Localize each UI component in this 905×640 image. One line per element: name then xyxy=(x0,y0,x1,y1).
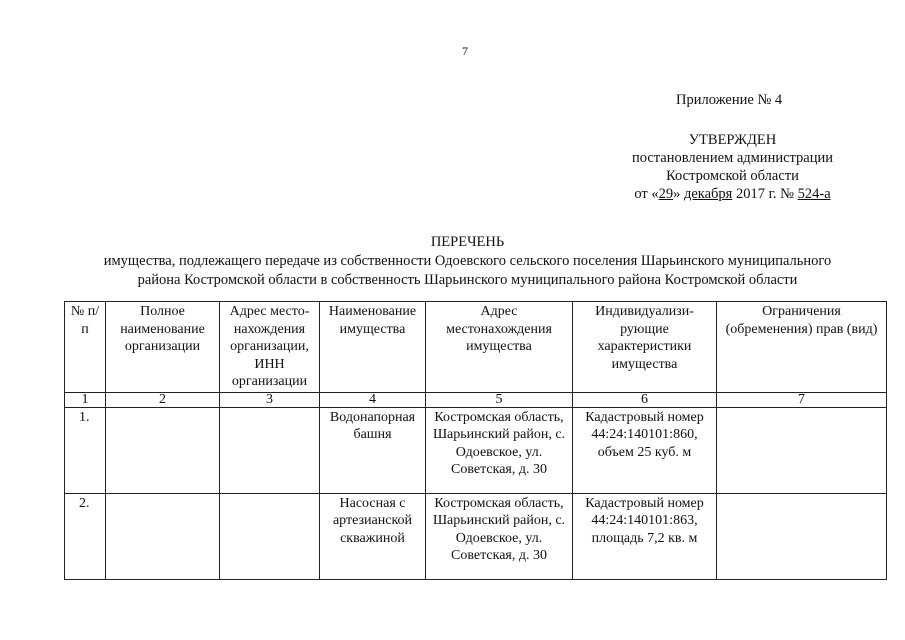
header-characteristics: Индивидуализи-рующие характеристики имущества xyxy=(573,302,717,393)
approval-date xyxy=(610,185,855,203)
approval-date-prefix: от « xyxy=(634,186,659,202)
table-header-row xyxy=(65,302,887,393)
heading-title: ПЕРЕЧЕНЬ xyxy=(430,234,505,250)
row-num: 1. xyxy=(65,407,106,493)
appendix-label: Приложение № 4 xyxy=(676,92,783,108)
row-characteristics: Кадастровый номер 44:24:140101:860, объем 25 куб. м xyxy=(573,407,717,493)
header-property-address: Адрес местонахождения имущества xyxy=(426,302,573,393)
column-number: 1 xyxy=(65,392,106,407)
page-number: 7 xyxy=(462,44,468,58)
document-heading xyxy=(70,233,865,290)
row-property-name: Насосная с артезианской скважиной xyxy=(320,493,426,579)
row-characteristics: Кадастровый номер 44:24:140101:863, площадь 7,2 кв. м xyxy=(573,493,717,579)
approval-line-1: постановлением администрации xyxy=(631,150,834,166)
header-num: № п/п xyxy=(65,302,106,393)
table-row xyxy=(65,407,887,493)
heading-line-2: района Костромской области в собственность Шарьинского муниципального района Костромской области xyxy=(137,272,798,288)
approval-date-year: 2017 г. № xyxy=(732,186,798,202)
row-org-name xyxy=(106,493,220,579)
row-org-address xyxy=(220,493,320,579)
approval-date-day: 29 xyxy=(658,186,674,202)
header-restrictions: Ограничения (обременения) прав (вид) xyxy=(717,302,887,393)
column-number: 2 xyxy=(106,392,220,407)
approval-line-2: Костромской области xyxy=(666,168,799,184)
column-number: 4 xyxy=(320,392,426,407)
approval-date-month: декабря xyxy=(683,186,733,202)
property-table xyxy=(64,301,887,580)
table-row xyxy=(65,493,887,579)
column-number: 6 xyxy=(573,392,717,407)
column-number-row xyxy=(65,392,887,407)
row-org-address xyxy=(220,407,320,493)
approval-doc-number: 524-а xyxy=(797,186,831,202)
row-property-address: Костромская область, Шарьинский район, с. Одоевское, ул. Советская, д. 30 xyxy=(426,407,573,493)
row-org-name xyxy=(106,407,220,493)
approval-title: УТВЕРЖДЕН xyxy=(688,132,777,148)
row-num: 2. xyxy=(65,493,106,579)
row-property-name: Водонапорная башня xyxy=(320,407,426,493)
column-number: 7 xyxy=(717,392,887,407)
header-org-name: Полное наименование организации xyxy=(106,302,220,393)
column-number: 5 xyxy=(426,392,573,407)
row-restrictions xyxy=(717,493,887,579)
approval-block xyxy=(610,131,855,203)
heading-line-1: имущества, подлежащего передаче из собственности Одоевского сельского поселения Шарьинского муниципального xyxy=(103,253,832,269)
column-number: 3 xyxy=(220,392,320,407)
row-property-address: Костромская область, Шарьинский район, с. Одоевское, ул. Советская, д. 30 xyxy=(426,493,573,579)
row-restrictions xyxy=(717,407,887,493)
header-property-name: Наименование имущества xyxy=(320,302,426,393)
approval-date-mid: » xyxy=(673,186,684,202)
header-org-address: Адрес место-нахождения организации, ИНН организации xyxy=(220,302,320,393)
